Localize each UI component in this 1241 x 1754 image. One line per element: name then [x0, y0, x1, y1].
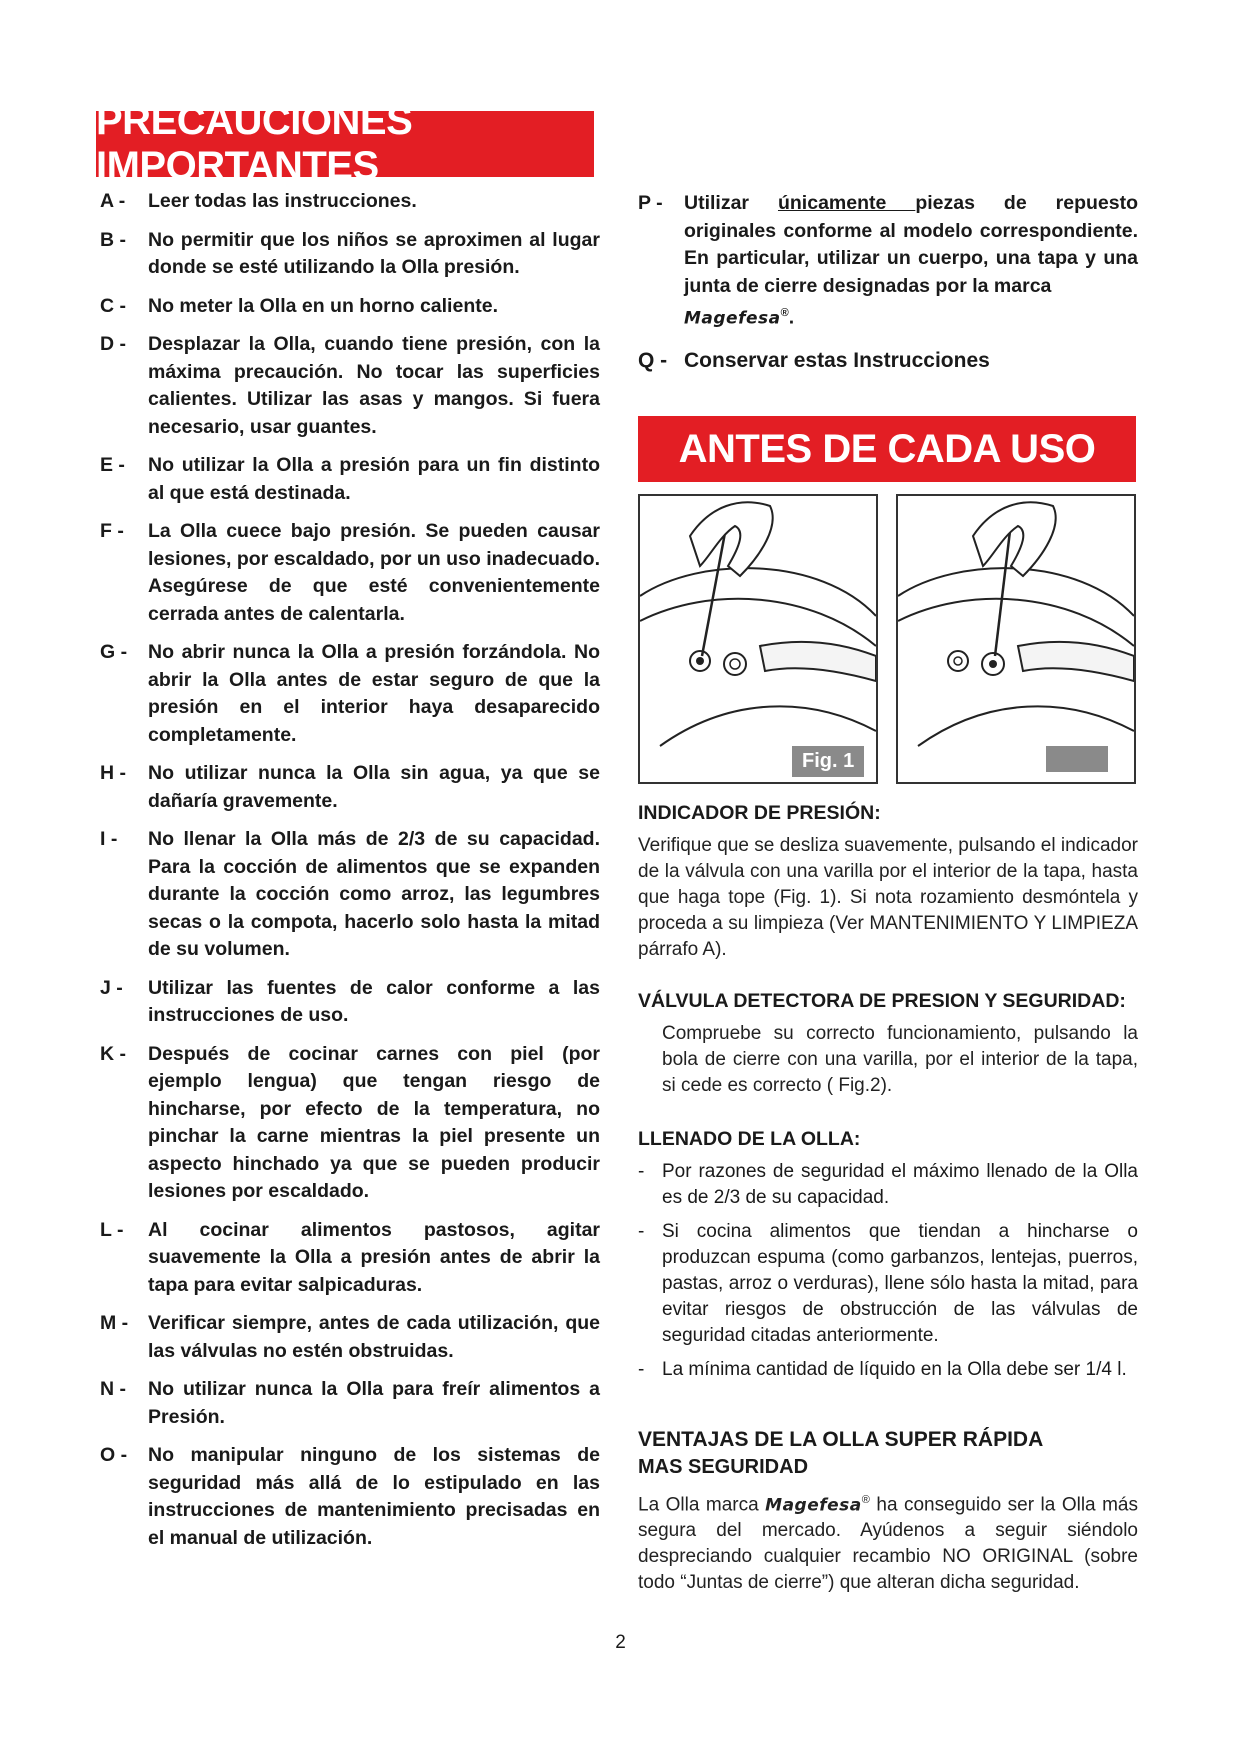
precautions-list	[100, 188, 600, 1563]
item-letter: E -	[100, 454, 125, 476]
figures	[638, 494, 1138, 784]
list-item: - Por razones de seguridad el máximo llenado de la Olla es de 2/3 de su capacidad.	[638, 1161, 1138, 1208]
item-letter: L -	[100, 1218, 124, 1241]
indicador-section	[638, 802, 1138, 963]
item-text: No meter la Olla en un horno caliente.	[148, 294, 498, 317]
item-text: No permitir que los niños se aproximen al lugar donde se esté utilizando la Olla presión.	[148, 228, 600, 278]
precaution-item	[100, 452, 600, 507]
item-text: Conservar estas Instrucciones	[684, 349, 990, 372]
item-letter: Q -	[638, 349, 668, 372]
figure-1-label: Fig. 1	[792, 746, 864, 777]
precautions-banner: PRECAUCIONES IMPORTANTES	[96, 111, 594, 177]
item-text: Verificar siempre, antes de cada utilización, que las válvulas no estén obstruidas.	[148, 1312, 600, 1362]
lid-valve-illustration-1	[640, 496, 876, 782]
item-letter: D -	[100, 333, 126, 355]
item-letter: O -	[100, 1444, 128, 1466]
llenado-section	[638, 1128, 1138, 1391]
item-text: Utilizar las fuentes de calor conforme a las instrucciones de uso.	[148, 976, 600, 1026]
item-letter: A -	[100, 190, 126, 212]
item-letter: K -	[100, 1042, 126, 1065]
list-item: - Si cocina alimentos que tiendan a hincharse o produzcan espuma (como garbanzos, lentejas, puerros, pastas, arroz o verduras), llene sólo hasta la mitad, para evitar riesgos de obstrucción de las válvulas de seguridad citadas anteriormente.	[638, 1221, 1138, 1346]
precaution-item	[100, 975, 600, 1030]
item-letter: P -	[638, 192, 663, 214]
magefesa-logo: Magefesa	[684, 308, 781, 329]
item-letter: G -	[100, 641, 128, 663]
item-letter: I -	[100, 828, 118, 850]
item-letter: B -	[100, 228, 126, 251]
figure-2	[896, 494, 1136, 784]
section-text: Compruebe su correcto funcionamiento, pulsando la bola de cierre con una varilla, por el interior de la tapa, si cede es correcto ( Fig.2).	[662, 1023, 1138, 1096]
item-letter: F -	[100, 520, 124, 542]
item-letter: N -	[100, 1378, 126, 1400]
magefesa-logo: Magefesa	[765, 1495, 862, 1516]
item-text: Al cocinar alimentos pastosos, agitar suavemente la Olla a presión antes de abrir la tapa para evitar salpicaduras.	[148, 1218, 600, 1296]
item-text: La Olla cuece bajo presión. Se pueden causar lesiones, por escaldado, por un uso inadecuado. Asegúrese de que esté convenientemente cerrada antes de calentarla.	[148, 520, 600, 625]
precaution-item	[100, 518, 600, 628]
list-item	[638, 190, 1138, 333]
item-text: Utilizar únicamente piezas de repuesto originales conforme al modelo correspondiente. En particular, utilizar un cuerpo, una tapa y una junta de cierre designadas por la marca Magefesa®.	[684, 192, 1138, 329]
figure-1	[638, 494, 878, 784]
section-heading: LLENADO DE LA OLLA:	[638, 1128, 861, 1150]
precaution-item	[100, 1376, 600, 1431]
before-use-banner: ANTES DE CADA USO	[638, 416, 1136, 482]
item-text: Después de cocinar carnes con piel (por ejemplo lengua) que tengan riesgo de hincharse, por efecto de la temperatura, no pinchar la carne mientras la piel presente un aspecto hinchado ya que se pueden producir lesiones por escaldado.	[148, 1042, 600, 1202]
item-text: Desplazar la Olla, cuando tiene presión, con la máxima precaución. No tocar las superficies calientes. Utilizar las asas y mangos. Si fuera necesario, usar guantes.	[148, 333, 600, 438]
precaution-item	[100, 826, 600, 964]
precaution-item	[100, 760, 600, 815]
precaution-item	[100, 227, 600, 282]
lid-valve-illustration-2	[898, 496, 1134, 782]
precaution-item	[100, 1310, 600, 1365]
item-text: No utilizar la Olla a presión para un fin distinto al que está destinada.	[148, 454, 600, 504]
item-letter: H -	[100, 762, 126, 784]
item-text: No llenar la Olla más de 2/3 de su capacidad. Para la cocción de alimentos que se expanden durante la cocción como arroz, las legumbres secas o la compota, hacerlo solo hasta la mitad de su volumen.	[148, 828, 600, 960]
precaution-item	[100, 1217, 600, 1300]
list-item	[638, 347, 1138, 375]
valvula-section	[638, 990, 1138, 1099]
section-text: Verifique que se desliza suavemente, pulsando el indicador de la válvula con una varilla por el interior de la tapa, hasta que haga tope (Fig. 1). Si nota rozamiento desmóntela y proceda a su limpieza (Ver MANTENIMIENTO Y LIMPIEZA párrafo A).	[638, 835, 1138, 960]
list-item: - La mínima cantidad de líquido en la Olla debe ser 1/4 l.	[638, 1359, 1127, 1380]
precaution-item	[100, 331, 600, 441]
item-text: Leer todas las instrucciones.	[148, 190, 417, 212]
precaution-item	[100, 1041, 600, 1206]
precaution-item	[100, 1442, 600, 1552]
right-column-items	[638, 190, 1138, 389]
section-text: La Olla marca Magefesa® ha conseguido ser la Olla más segura del mercado. Ayúdenos a seguir siéndolo despreciando cualquier recambio NO ORIGINAL (sobre todo “Juntas de cierre”) que alteran dicha seguridad.	[638, 1494, 1138, 1594]
item-text: No manipular ninguno de los sistemas de seguridad más allá de lo estipulado en las instrucciones de mantenimiento precisadas en el manual de utilización.	[148, 1444, 600, 1549]
section-subheading: MAS SEGURIDAD	[638, 1456, 809, 1478]
precaution-item	[100, 188, 600, 216]
llenado-list	[638, 1159, 1138, 1383]
item-letter: C -	[100, 294, 126, 317]
item-letter: J -	[100, 976, 123, 999]
item-text: No utilizar nunca la Olla sin agua, ya que se dañaría gravemente.	[148, 762, 600, 812]
item-text: No abrir nunca la Olla a presión forzándola. No abrir la Olla antes de estar seguro de que la presión en el interior haya desaparecido completamente.	[148, 641, 600, 746]
precaution-item	[100, 293, 600, 321]
section-heading: INDICADOR DE PRESIÓN:	[638, 802, 881, 824]
ventajas-section	[638, 1428, 1138, 1596]
page-number: 2	[615, 1632, 626, 1653]
precaution-item	[100, 639, 600, 749]
item-letter: M -	[100, 1312, 129, 1334]
figure-2-label	[1046, 746, 1108, 772]
section-heading: VENTAJAS DE LA OLLA SUPER RÁPIDA	[638, 1428, 1044, 1451]
item-text: No utilizar nunca la Olla para freír alimentos a Presión.	[148, 1378, 600, 1428]
section-heading: VÁLVULA DETECTORA DE PRESION Y SEGURIDAD:	[638, 990, 1126, 1012]
